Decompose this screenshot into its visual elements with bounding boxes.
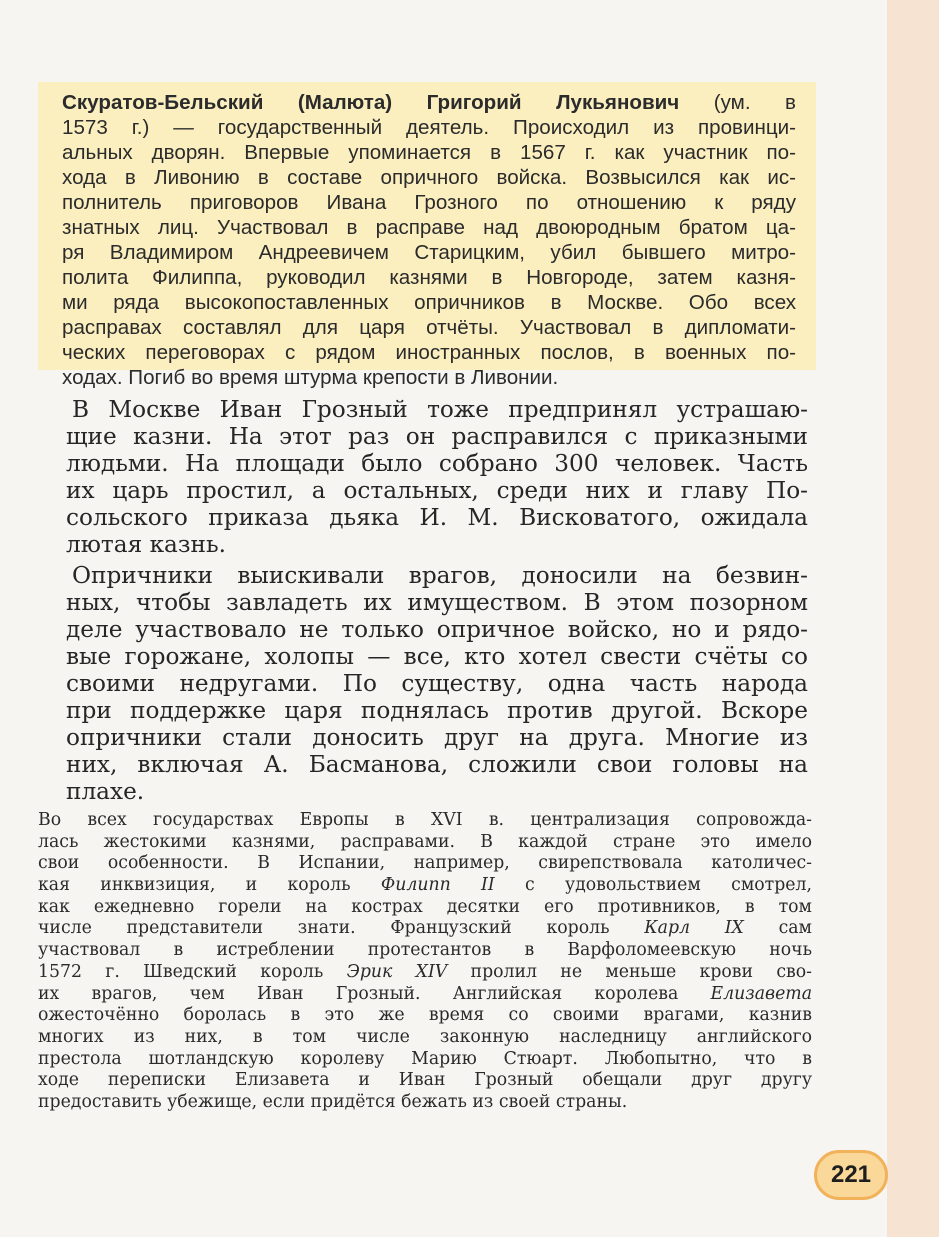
small-line-text: их врагов, чем Иван Грозный. Английская королева (38, 983, 711, 1004)
main-line: сольского приказа дьяка И. М. Висковатого, ожидала (66, 504, 808, 531)
small-line: Во всех государствах Европы в XVI в. централизация сопровожда- (38, 810, 812, 830)
small-line: как ежедневно горели на кострах десятки его противников, в том (38, 896, 812, 917)
bio-line: полита Филиппа, руководил казнями в Новгороде, затем казня- (62, 266, 796, 289)
small-line: участвовал в истреблении протестантов в Варфоломеевскую ночь (38, 940, 812, 961)
main-line: их царь простил, а остальных, среди них и главу По- (66, 477, 808, 504)
main-text (66, 396, 808, 805)
bio-line: ми ряда высокопоставленных опричников в Москве. Обо всех (62, 291, 796, 314)
bio-line: 1573 г.) — государственный деятель. Происходил из провинци- (62, 116, 796, 139)
main-line: вые горожане, холопы — все, кто хотел свести счёты со (66, 643, 808, 670)
small-line: ходе переписки Елизавета и Иван Грозный обещали друг другу (38, 1070, 812, 1091)
bio-line: ческих переговорах с рядом иностранных послов, в военных по- (62, 341, 796, 364)
small-line-text: кая инквизиция, и король (38, 875, 381, 896)
bio-line: полнитель приговоров Ивана Грозного по отношению к ряду (62, 191, 796, 214)
main-line: ных, чтобы завладеть их имуществом. В этом позорном (66, 589, 808, 616)
small-line (38, 962, 812, 984)
main-line: своими недругами. По существу, одна часть народа (66, 670, 808, 697)
small-line-text: сам (743, 918, 812, 939)
small-line (38, 875, 812, 897)
bio-line-text: (ум. в (679, 91, 796, 114)
page-margin-strip (887, 0, 939, 1237)
small-line (38, 918, 812, 940)
name-eric: Эрик XIV (346, 961, 448, 982)
bio-line: ря Владимиром Андреевичем Старицким, убил бывшего митро- (62, 241, 796, 264)
main-line: щие казни. На этот раз он расправился с приказными (66, 423, 808, 450)
main-line: опричники стали доносить друг на друга. Многие из (66, 724, 808, 751)
main-line: В Москве Иван Грозный тоже предпринял устрашаю- (72, 396, 808, 423)
main-line: при поддержке царя поднялась против другой. Вскоре (66, 697, 808, 724)
small-line-text: числе представители знати. Французский король (38, 918, 645, 939)
small-line: предоставить убежище, если придётся бежать из своей страны. (38, 1091, 628, 1112)
bio-line: альных дворян. Впервые упоминается в 1567 г. как участник по- (62, 141, 796, 164)
bio-line: ходах. Погиб во время штурма крепости в Ливонии. (62, 366, 559, 389)
name-philip: Филипп II (380, 875, 495, 896)
main-line: людьми. На площади было собрано 300 человек. Часть (66, 450, 808, 477)
small-line-text: с удовольствием смотрел, (494, 875, 812, 896)
main-line: Опричники выискивали врагов, доносили на безвин- (72, 562, 808, 589)
bio-line (62, 90, 796, 115)
small-line: престола шотландскую королеву Марию Стюарт. Любопытно, что в (38, 1048, 812, 1069)
small-line (38, 984, 812, 1006)
small-line-text: пролил не меньше крови сво- (447, 961, 812, 982)
supplementary-text (38, 810, 812, 1114)
small-line: свои особенности. В Испании, например, свирепствовала католичес- (38, 853, 812, 874)
bio-line: расправах составлял для царя отчёты. Участвовал в дипломати- (62, 316, 796, 339)
main-line: деле участвовало не только опричное войско, но и рядо- (66, 616, 808, 643)
small-line-text: 1572 г. Шведский король (38, 961, 347, 982)
small-line: ожесточённо боролась в это же время со своими врагами, казнив (38, 1005, 812, 1026)
small-line: многих из них, в том числе законную наследницу английского (38, 1026, 812, 1047)
name-charles: Карл IX (644, 918, 744, 939)
name-elizabeth: Елизавета (710, 983, 812, 1004)
small-line: лась жестокими казнями, расправами. В каждой стране это имело (38, 831, 812, 852)
page-number: 221 (814, 1150, 888, 1200)
biography-box (38, 82, 816, 389)
main-line: лютая казнь. (66, 531, 226, 558)
main-line: плахе. (66, 778, 145, 805)
bio-name: Скуратов-Бельский (Малюта) Григорий Лукьянович (62, 91, 680, 114)
main-line: них, включая А. Басманова, сложили свои головы на (66, 751, 808, 778)
bio-line: хода в Ливонию в составе опричного войска. Возвысился как ис- (62, 166, 796, 189)
bio-line: знатных лиц. Участвовал в расправе над двоюродным братом ца- (62, 216, 796, 239)
